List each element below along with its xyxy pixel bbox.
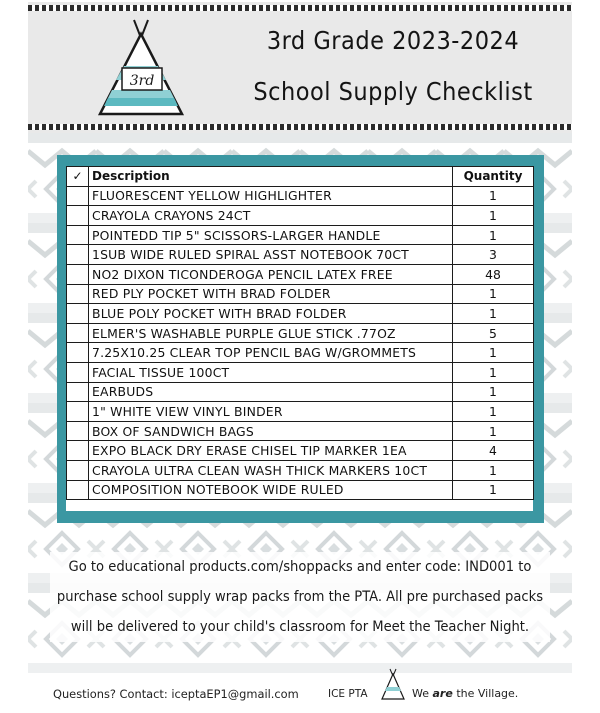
stitch-border-bottom — [28, 124, 572, 130]
checkbox-cell[interactable] — [67, 441, 89, 461]
item-description: 7.25X10.25 CLEAR TOP PENCIL BAG W/GROMMETS — [89, 343, 453, 363]
item-quantity: 4 — [453, 441, 534, 461]
instructions-line: purchase school supply wrap packs from the PTA. All pre purchased packs — [56, 588, 544, 605]
header-banner — [28, 2, 572, 133]
instructions-line: will be delivered to your child's classroom for Meet the Teacher Night. — [70, 618, 530, 635]
item-description: EARBUDS — [89, 382, 453, 402]
item-quantity: 1 — [453, 480, 534, 500]
slogan-are: are — [432, 687, 453, 700]
checkbox-cell[interactable] — [67, 225, 89, 245]
item-description: 1" WHITE VIEW VINYL BINDER — [89, 402, 453, 422]
table-row — [67, 402, 534, 422]
checkbox-cell[interactable] — [67, 480, 89, 500]
supply-table — [66, 166, 534, 500]
item-quantity: 1 — [453, 186, 534, 206]
checkbox-cell[interactable] — [67, 304, 89, 324]
checkbox-cell[interactable] — [67, 186, 89, 206]
table-row — [67, 284, 534, 304]
item-description: 1SUB WIDE RULED SPIRAL ASST NOTEBOOK 70CT — [89, 245, 453, 265]
checkbox-cell[interactable] — [67, 343, 89, 363]
table-row — [67, 245, 534, 265]
item-description: POINTEDD TIP 5" SCISSORS-LARGER HANDLE — [89, 225, 453, 245]
footer — [0, 673, 600, 713]
description-column-header: Description — [89, 167, 453, 187]
item-quantity: 1 — [453, 362, 534, 382]
village-slogan — [412, 687, 518, 700]
purchase-instructions — [50, 552, 550, 642]
checkbox-cell[interactable] — [67, 362, 89, 382]
page-subtitle: School Supply Checklist — [253, 77, 533, 106]
table-row — [67, 480, 534, 500]
slogan-we: We — [412, 687, 429, 700]
item-quantity: 1 — [453, 304, 534, 324]
table-row — [67, 441, 534, 461]
table-row — [67, 362, 534, 382]
logo-grade-text: 3rd — [129, 73, 155, 89]
supply-table-container — [66, 166, 533, 511]
item-quantity: 5 — [453, 323, 534, 343]
small-teepee-icon — [380, 667, 406, 701]
item-description: CRAYOLA ULTRA CLEAN WASH THICK MARKERS 10CT — [89, 460, 453, 480]
table-row — [67, 323, 534, 343]
quantity-column-header: Quantity — [453, 167, 534, 187]
item-quantity: 48 — [453, 264, 534, 284]
item-description: FLUORESCENT YELLOW HIGHLIGHTER — [89, 186, 453, 206]
checkbox-cell[interactable] — [67, 421, 89, 441]
table-row — [67, 382, 534, 402]
item-description: FACIAL TISSUE 100CT — [89, 362, 453, 382]
table-row — [67, 421, 534, 441]
checkbox-cell[interactable] — [67, 264, 89, 284]
check-column-header: ✓ — [67, 167, 89, 187]
table-row — [67, 225, 534, 245]
table-row — [67, 304, 534, 324]
item-quantity: 1 — [453, 460, 534, 480]
page-title: 3rd Grade 2023-2024 — [266, 26, 520, 55]
item-description: COMPOSITION NOTEBOOK WIDE RULED — [89, 480, 453, 500]
pta-name: ICE PTA — [328, 688, 368, 700]
table-row — [67, 186, 534, 206]
item-quantity: 1 — [453, 225, 534, 245]
checkbox-cell[interactable] — [67, 206, 89, 226]
slogan-rest: the Village. — [456, 687, 519, 700]
item-description: RED PLY POCKET WITH BRAD FOLDER — [89, 284, 453, 304]
item-description: CRAYOLA CRAYONS 24CT — [89, 206, 453, 226]
checkbox-cell[interactable] — [67, 402, 89, 422]
item-quantity: 1 — [453, 284, 534, 304]
instructions-line: Go to educational products.com/shoppacks and enter code: IND001 to — [68, 558, 532, 575]
stitch-border-top — [28, 5, 572, 11]
table-row — [67, 264, 534, 284]
checkbox-cell[interactable] — [67, 460, 89, 480]
teepee-logo-icon — [96, 18, 186, 118]
item-description: EXPO BLACK DRY ERASE CHISEL TIP MARKER 1EA — [89, 441, 453, 461]
table-header-row — [67, 167, 534, 187]
table-row — [67, 343, 534, 363]
table-row — [67, 206, 534, 226]
item-description: BOX OF SANDWICH BAGS — [89, 421, 453, 441]
item-description: NO2 DIXON TICONDEROGA PENCIL LATEX FREE — [89, 264, 453, 284]
item-description: BLUE POLY POCKET WITH BRAD FOLDER — [89, 304, 453, 324]
checkbox-cell[interactable] — [67, 382, 89, 402]
table-row — [67, 460, 534, 480]
item-quantity: 1 — [453, 402, 534, 422]
item-quantity: 1 — [453, 343, 534, 363]
item-description: ELMER'S WASHABLE PURPLE GLUE STICK .77OZ — [89, 323, 453, 343]
item-quantity: 1 — [453, 206, 534, 226]
checkbox-cell[interactable] — [67, 284, 89, 304]
item-quantity: 1 — [453, 382, 534, 402]
item-quantity: 3 — [453, 245, 534, 265]
checkbox-cell[interactable] — [67, 245, 89, 265]
checkbox-cell[interactable] — [67, 323, 89, 343]
item-quantity: 1 — [453, 421, 534, 441]
contact-info: Questions? Contact: iceptaEP1@gmail.com — [53, 687, 299, 701]
